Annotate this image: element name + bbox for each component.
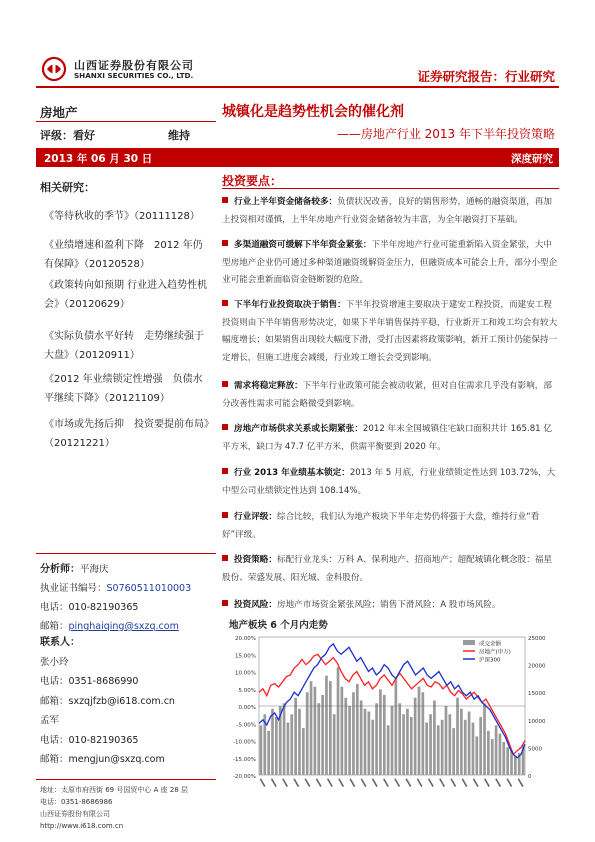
key-point: 行业上半年资金储备较多：负债状况改善，良好的销售形势，通畅的融资渠道，再加上投资相对谨慎，上半年房地产行业资金储备较为丰富，为全年融资打下基础。 [222, 197, 552, 225]
key-point: 房地产市场供求关系或长期紧张：2012 年末全国城镇住宅缺口面积共计 165.81 亿平方米，缺口为 47.7 亿平方米，供需平衡要到 2020 年。 [222, 424, 552, 452]
contact-line: 孟军 [40, 715, 60, 726]
analyst-rule [36, 553, 216, 554]
volume-bar [472, 723, 475, 775]
volume-bar [499, 734, 502, 775]
volume-bar [321, 695, 324, 775]
volume-bar [275, 717, 278, 775]
bullet-icon [222, 424, 228, 430]
bullet-icon [222, 512, 228, 518]
contact-line: 张小玲 [40, 656, 69, 668]
sector-trend-chart [229, 631, 559, 791]
volume-bar [337, 667, 340, 775]
x-tick-mark [484, 778, 490, 787]
legend-label: 沪深300 [479, 657, 501, 664]
volume-bar [371, 720, 374, 775]
volume-bar [383, 695, 386, 775]
volume-bar [502, 742, 505, 775]
volume-bar [514, 756, 517, 775]
chart-title: 地产板块 6 个月内走势 [229, 620, 328, 631]
contact-line: 邮箱：sxzqjfzb@i618.com.cn [40, 695, 175, 707]
volume-bar [341, 687, 344, 775]
email-label: 邮箱： [40, 621, 69, 632]
related-research-title: 相关研究： [40, 181, 95, 194]
footer-rule [36, 779, 216, 780]
volume-bar [506, 747, 509, 775]
x-tick-mark [439, 778, 445, 787]
x-tick-mark [495, 778, 501, 787]
x-tick-mark [383, 778, 389, 787]
left-tick-label: 10.00% [235, 670, 256, 677]
left-tick-label: -20.00% [233, 774, 256, 780]
x-tick-mark [462, 778, 468, 787]
volume-bar [294, 698, 297, 775]
volume-bar [429, 714, 432, 775]
x-tick-mark [260, 778, 266, 787]
bullet-icon [222, 300, 228, 306]
volume-bar [495, 725, 498, 775]
brand-name-en: SHANXI SECURITIES CO., LTD. [74, 71, 194, 80]
contact-block [40, 633, 175, 770]
volume-bar [391, 706, 394, 775]
volume-bar [325, 676, 328, 775]
right-tick-label: 0 [528, 774, 532, 780]
left-tick-label: 0.00% [238, 705, 256, 711]
volume-bar [333, 714, 336, 775]
volume-bar [271, 709, 274, 775]
volume-bar [360, 700, 363, 775]
right-tick-label: 10000 [528, 718, 546, 725]
volume-bar [414, 698, 417, 775]
brand-name-cn: 山西证券股份有限公司 [74, 59, 194, 72]
related-item: 《2012 年业绩锁定性增强 负债水平继续下降》（20121109） [44, 374, 203, 404]
volume-bar [260, 725, 263, 775]
header-rule [36, 86, 559, 88]
volume-bar [456, 698, 459, 775]
key-point: 多渠道融资可缓解下半年资金紧张：下半年房地产行业可能重新陷入资金紧张，大中型房地产企业仍可通过多种渠道融资缓解资金压力，但融资成本可能会上升，部分小型企业可能会重新面临资金链断裂的危险。 [222, 240, 558, 285]
report-subtitle: ——房地产行业 2013 年下半年投资策略 [336, 127, 555, 141]
volume-bar [441, 720, 444, 775]
volume-bar [368, 712, 371, 775]
volume-bar [468, 712, 471, 775]
volume-bar [479, 717, 482, 775]
left-tick-label: -5.00% [236, 722, 256, 729]
x-tick-mark [327, 778, 333, 787]
volume-bar [487, 731, 490, 775]
volume-bar [352, 692, 355, 775]
cert-label: 执业证书编号： [40, 583, 107, 594]
volume-bar [448, 714, 451, 775]
x-tick-mark [293, 778, 299, 787]
footer-line: 山西证券股份有限公司 [40, 810, 110, 818]
right-tick-label: 5000 [528, 746, 542, 753]
left-tick-label: 15.00% [235, 653, 256, 660]
key-point: 需求将稳定释放：下半年行业政策可能会被动收紧，但对自住需求几乎没有影响，部分改善性需求可能会略微受到影响。 [222, 381, 552, 409]
volume-bar [460, 709, 463, 775]
key-point: 投资策略：标配行业龙头：万科 A、保利地产、招商地产；超配城镇化概念股：福星股份、荣盛发展、阳光城、金科股份。 [222, 555, 553, 583]
related-item: 《等待秋收的季节》（20111128） [44, 211, 200, 222]
rating-label: 评级：看好 [40, 129, 95, 142]
x-tick-mark [372, 778, 378, 787]
bullet-icon [222, 381, 228, 387]
analyst-label: 分析师： [40, 564, 80, 575]
left-tick-label: -10.00% [233, 739, 256, 746]
volume-bar [402, 714, 405, 775]
volume-bar [418, 687, 421, 775]
volume-bar [421, 692, 424, 775]
volume-bar [425, 723, 428, 775]
left-tick-label: 5.00% [238, 687, 256, 694]
analyst-phone: 电话：010-82190365 [40, 602, 139, 613]
x-tick-mark [305, 778, 311, 787]
volume-bar [433, 700, 436, 775]
right-tick-label: 20000 [528, 663, 546, 670]
report-date: 2013 年 06 月 30 日 [44, 153, 153, 165]
key-points-title: 投资要点： [222, 174, 283, 188]
contact-line: 电话：0351-8686990 [40, 676, 139, 687]
contact-line: 电话：010-82190365 [40, 734, 139, 746]
volume-bar [317, 703, 320, 775]
key-point: 下半年行业投资取决于销售：下半年投资增速主要取决于建安工程投资，而建安工程投资则由下半年销售形势决定，如果下半年销售保持平稳，行业新开工和竣工均会有较大幅度增长；如果销售出现较大幅度下滑，受打击因素将政策影响，新开工预计仍能保持一定增长，但施工进度会减缓，行业竣工增长会受到影响。 [222, 300, 558, 363]
key-point: 投资风险：房地产市场资金紧张风险；销售下滑风险；A 股市场风险。 [222, 597, 560, 615]
volume-bar [356, 684, 359, 775]
x-tick-mark [338, 778, 344, 787]
volume-bar [329, 681, 332, 775]
contacts-title: 联系人： [40, 637, 80, 648]
report-category: 深度研究 [511, 153, 553, 165]
volume-bar [387, 725, 390, 775]
volume-bar [452, 728, 455, 775]
legend-label: 房地产(申万) [479, 649, 511, 656]
volume-bar [344, 698, 347, 775]
rating-action: 维持 [168, 129, 190, 142]
volume-bar [491, 739, 494, 775]
volume-bar [314, 687, 317, 775]
volume-bar [348, 706, 351, 775]
volume-bar [437, 725, 440, 775]
volume-bar [306, 692, 309, 775]
volume-bar [379, 689, 382, 775]
volume-bar [483, 703, 486, 775]
related-item: 《业绩增速和盈利下降 2012 年仍有保障》（20120528） [44, 240, 203, 270]
footer [40, 784, 188, 832]
report-type: 证券研究报告：行业研究 [417, 69, 555, 84]
cert-number: S0760511010003 [106, 583, 192, 594]
x-tick-mark [450, 778, 456, 787]
volume-bar [398, 703, 401, 775]
volume-bar [464, 720, 467, 775]
analyst-name: 平海庆 [80, 564, 109, 575]
sector-label: 房地产 [40, 105, 78, 120]
x-tick-mark [271, 778, 277, 787]
volume-bar [267, 731, 270, 775]
volume-bar [375, 703, 378, 775]
contact-line: 邮箱：mengjun@sxzq.com [40, 754, 165, 765]
company-logo-icon [40, 56, 68, 82]
legend-label: 成交金额 [479, 641, 502, 648]
bullet-icon [222, 240, 228, 246]
related-item: 《实际负债水平好转 走势继续强于大盘》（20120911） [44, 331, 204, 361]
x-tick-mark [518, 778, 524, 787]
right-tick-label: 25000 [528, 636, 546, 642]
volume-bar [298, 709, 301, 775]
bullet-icon [222, 197, 228, 203]
left-tick-label: 20.00% [235, 636, 256, 642]
bullet-icon [222, 555, 228, 561]
footer-line: 地址：太原市府西街 69 号国贸中心 A 座 28 层 [40, 786, 188, 794]
volume-bar [290, 714, 293, 775]
x-tick-mark [361, 778, 367, 787]
x-tick-mark [506, 778, 512, 787]
volume-bar [395, 678, 398, 775]
volume-bar [302, 728, 305, 775]
key-points-rule [222, 188, 559, 189]
bullet-icon [222, 600, 228, 606]
volume-bar [406, 709, 409, 775]
volume-bar [410, 717, 413, 775]
volume-bar [475, 736, 478, 775]
x-tick-mark [316, 778, 322, 787]
key-point: 行业评级：综合比较，我们认为地产板块下半年走势仍将强于大盘，维持行业“看好”评级。 [222, 512, 540, 540]
footer-line: 电话：0351-8686986 [40, 798, 113, 806]
volume-bar [287, 723, 290, 775]
sector-rule [36, 121, 216, 122]
x-tick-mark [428, 778, 434, 787]
volume-bar [445, 706, 448, 775]
footer-line: http://www.i618.com.cn [40, 822, 124, 830]
x-tick-mark [282, 778, 288, 787]
report-title: 城镇化是趋势性机会的催化剂 [222, 104, 404, 120]
legend-swatch [463, 640, 475, 645]
x-tick-mark [405, 778, 411, 787]
related-item: 《政策转向如预期 行业进入趋势性机会》（20120629） [44, 280, 208, 310]
key-point: 行业 2013 年业绩基本锁定：2013 年 5 月底，行业业绩锁定性达到 103.72%，大中型公司业绩锁定性达到 108.14%。 [222, 468, 556, 496]
left-tick-label: -15.00% [233, 756, 256, 763]
x-tick-mark [394, 778, 400, 787]
x-tick-mark [349, 778, 355, 787]
x-tick-mark [473, 778, 479, 787]
analyst-block [40, 560, 191, 636]
volume-bar [283, 703, 286, 775]
related-item: 《市场或先扬后抑 投资要提前布局》（20121221） [44, 419, 209, 449]
x-tick-mark [417, 778, 423, 787]
volume-bar [364, 709, 367, 775]
analyst-email-link[interactable]: pinghaiqing@sxzq.com [68, 621, 179, 632]
bullet-icon [222, 468, 228, 474]
volume-bar [310, 681, 313, 775]
right-tick-label: 15000 [528, 691, 546, 698]
